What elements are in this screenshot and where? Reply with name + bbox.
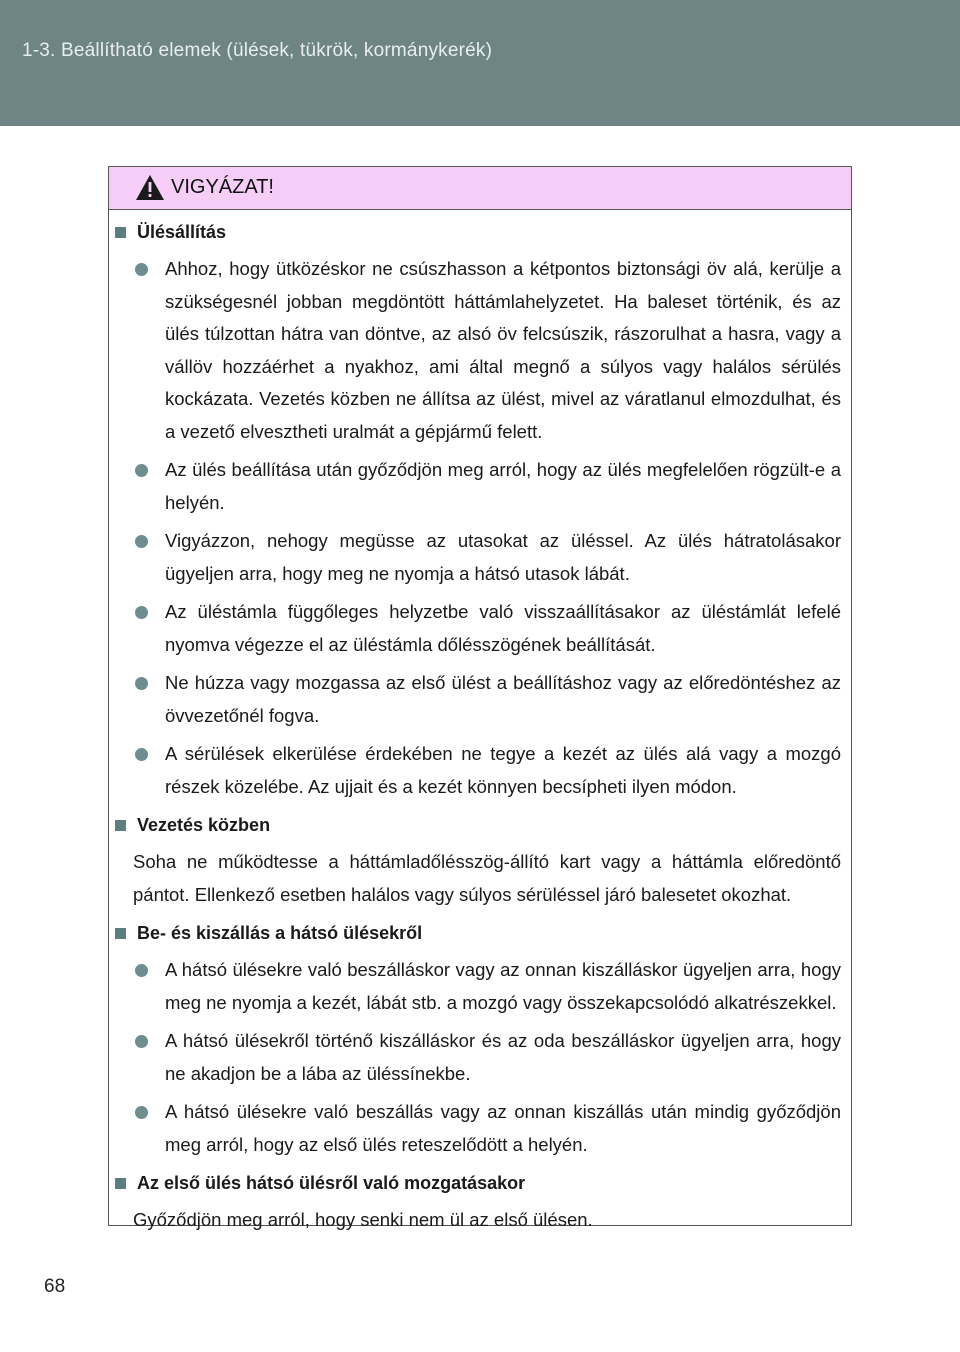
warning-box <box>108 166 852 1230</box>
bullet-text: Ahhoz, hogy ütközéskor ne csúszhasson a kétpontos biztonsági öv alá, kerülje a szükségesnél jobban megdöntött háttámlahelyzetet. Ha baleset történik, és az ülés túlzottan hátra van döntve, az alsó öv felcsúszik, rászorulhat a hasra, vagy a vállöv hozzáérhet a nyakhoz, ami által megnő a súlyos vagy halálos sérülés kockázata. Vezetés közben ne állítsa az ülést, mivel az váratlanul elmozdulhat, és a vezető elvesztheti uralmát a gépjármű felett. <box>165 258 841 442</box>
bullet-item <box>131 1096 841 1161</box>
bullet-text: Vigyázzon, nehogy megüsse az utasokat az üléssel. Az ülés hátratolásakor ügyeljen arra, hogy meg ne nyomja a hátsó utasok lábát. <box>165 530 841 584</box>
bullet-item <box>131 525 841 590</box>
round-bullet-icon <box>135 748 148 761</box>
round-bullet-icon <box>135 964 148 977</box>
bullet-text: Az ülés beállítása után győződjön meg arról, hogy az ülés megfelelően rögzült-e a helyén. <box>165 459 841 513</box>
section-paragraph: Soha ne működtesse a háttámladőlésszög-állító kart vagy a háttámla előredöntő pántot. Ellenkező esetben halálos vagy súlyos sérüléssel járó balesetet okozhat. <box>133 851 841 905</box>
bullet-item <box>131 1025 841 1090</box>
chapter-title: 1-3. Beállítható elemek (ülések, tükrök, kormánykerék) <box>22 40 493 61</box>
section-heading <box>109 809 851 842</box>
page-header <box>0 0 960 126</box>
section-heading <box>109 216 851 249</box>
bullet-text: A sérülések elkerülése érdekében ne tegye a kezét az ülés alá vagy a mozgó részek közelébe. Az ujjait és a kezét könnyen becsípheti ilyen módon. <box>165 743 841 797</box>
bullet-text: Az üléstámla függőleges helyzetbe való visszaállításakor az üléstámlát lefelé nyomva végezze el az üléstámla dőlésszögének beállítását. <box>165 601 841 655</box>
bullet-item <box>131 454 841 519</box>
round-bullet-icon <box>135 535 148 548</box>
bullet-text: A hátsó ülésekről történő kiszálláskor és az oda beszálláskor ügyeljen arra, hogy ne akadjon be a lába az üléssínekbe. <box>165 1030 841 1084</box>
warning-triangle-icon <box>135 174 165 201</box>
bullet-item <box>131 738 841 803</box>
round-bullet-icon <box>135 1106 148 1119</box>
square-bullet-icon <box>115 227 126 238</box>
bullet-text: Ne húzza vagy mozgassa az első ülést a beállításhoz vagy az előredöntéshez az övvezetőnél fogva. <box>165 672 841 726</box>
bullet-text: A hátsó ülésekre való beszálláskor vagy az onnan kiszálláskor ügyeljen arra, hogy meg ne nyomja a kezét, lábát stb. a mozgó vagy összekapcsolódó alkatrészekkel. <box>165 959 841 1013</box>
warning-title: VIGYÁZAT! <box>171 176 274 198</box>
round-bullet-icon <box>135 677 148 690</box>
warning-header <box>109 167 851 210</box>
page-number: 68 <box>44 1276 66 1297</box>
bullet-text: A hátsó ülésekre való beszállás vagy az onnan kiszállás után mindig győződjön meg arról, hogy az első ülés reteszelődött a helyén. <box>165 1101 841 1155</box>
bullet-item <box>131 253 841 448</box>
square-bullet-icon <box>115 1178 126 1189</box>
section-paragraph: Győződjön meg arról, hogy senki nem ül az első ülésen. <box>133 1209 593 1230</box>
section-heading <box>109 917 851 950</box>
bullet-item <box>131 667 841 732</box>
square-bullet-icon <box>115 928 126 939</box>
warning-content <box>109 209 851 1237</box>
section-heading-text: Be- és kiszállás a hátsó ülésekről <box>137 923 423 943</box>
section-heading <box>109 1167 851 1200</box>
bullet-item <box>131 596 841 661</box>
round-bullet-icon <box>135 1035 148 1048</box>
section-heading-text: Az első ülés hátsó ülésről való mozgatásakor <box>137 1173 526 1193</box>
round-bullet-icon <box>135 263 148 276</box>
bullet-item <box>131 954 841 1019</box>
section-heading-text: Ülésállítás <box>137 222 227 242</box>
round-bullet-icon <box>135 606 148 619</box>
square-bullet-icon <box>115 820 126 831</box>
section-heading-text: Vezetés közben <box>137 815 271 835</box>
round-bullet-icon <box>135 464 148 477</box>
